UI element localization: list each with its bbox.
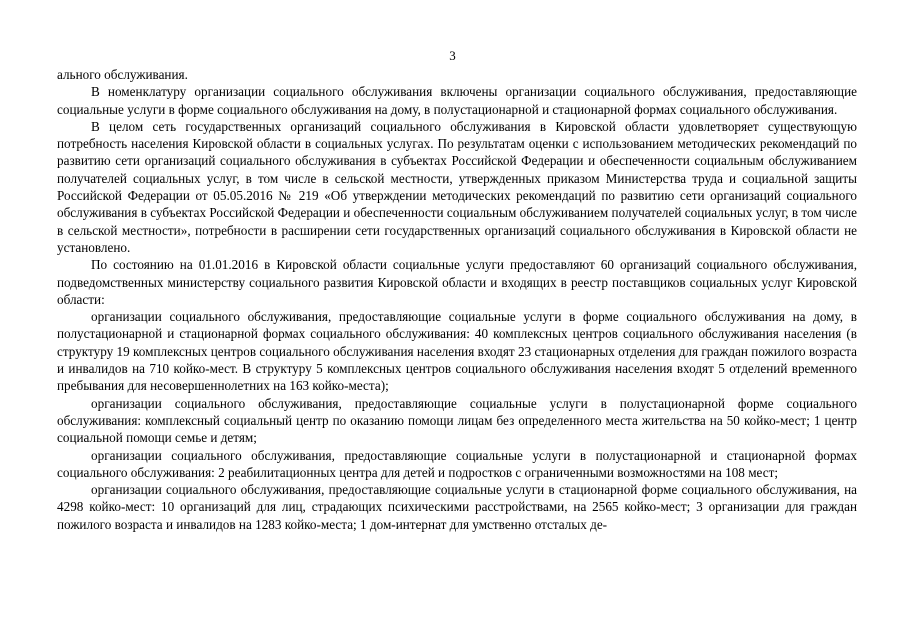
list-item-home-and-stationary: организации социального обслуживания, предоставляющие социальные услуги в форме социального обслуживания на дому, в полустационарной и стационарной формах социального обслуживания: 40 комплексных центров социального обслуживания населения (в структуру 19 комплексных центров социального обслуживания населения входят 23 стационарных отделения для граждан пожилого возраста и инвалидов на 710 койко-мест. В структуру 5 комплексных центров социального обслуживания населения входят 5 отделений временного пребывания для несовершеннолетних на 163 койко-места); xyxy=(57,309,857,394)
paragraph-continuation: ального обслуживания. xyxy=(57,67,188,82)
list-item-stationary: организации социального обслуживания, предоставляющие социальные услуги в стационарной форме социального обслуживания, на 4298 койко-мест: 10 организаций для лиц, страдающих психическими расстройствами, на 2565 койко-мест; 3 организации для граждан пожилого возраста и инвалидов на 1283 койко-места; 1 дом-интернат для умственно отсталых де- xyxy=(57,482,857,532)
document-body xyxy=(57,66,857,533)
paragraph-organizations-count: По состоянию на 01.01.2016 в Кировской области социальные услуги предоставляют 60 организаций социального обслуживания, подведомственных министерству социального развития Кировской области и входящих в реестр поставщиков социальных услуг Кировской области: xyxy=(57,257,857,307)
list-item-semi-stationary: организации социального обслуживания, предоставляющие социальные услуги в полустационарной форме социального обслуживания: комплексный социальный центр по оказанию помощи лицам без определенного места жительства на 50 койко-мест; 1 центр социальной помощи семье и детям; xyxy=(57,395,857,446)
page-number: 3 xyxy=(449,48,456,63)
list-item-rehabilitation-centers: организации социального обслуживания, предоставляющие социальные услуги в полустационарной и стационарной формах социального обслуживания: 2 реабилитационных центра для детей и подростков с ограниченными возможностями на 108 мест; xyxy=(57,447,857,480)
paragraph-network-assessment: В целом сеть государственных организаций социального обслуживания в Кировской области удовлетворяет существующую потребность населения Кировской области в социальных услугах. По результатам оценки с использованием методических рекомендаций по развитию сети организаций социального обслуживания в субъектах Российской Федерации и обеспеченности социальным обслуживанием получателей социальных услуг, в том числе в сельской местности, утвержденных приказом Министерства труда и социальной защиты Российской Федерации от 05.05.2016 № 219 «Об утверждении методических рекомендаций по развитию сети организаций социального обслуживания в субъектах Российской Федерации и обеспеченности социальным обслуживанием получателей социальных услуг, в том числе в сельской местности», потребности в расширении сети государственных организаций социального обслуживания в Кировской области не установлено. xyxy=(57,118,857,255)
paragraph-nomenclature: В номенклатуру организации социального обслуживания включены организации социального обслуживания, предоставляющие социальные услуги в форме социального обслуживания на дому, в полустационарной и стационарной формах социального обслуживания. xyxy=(57,84,857,117)
